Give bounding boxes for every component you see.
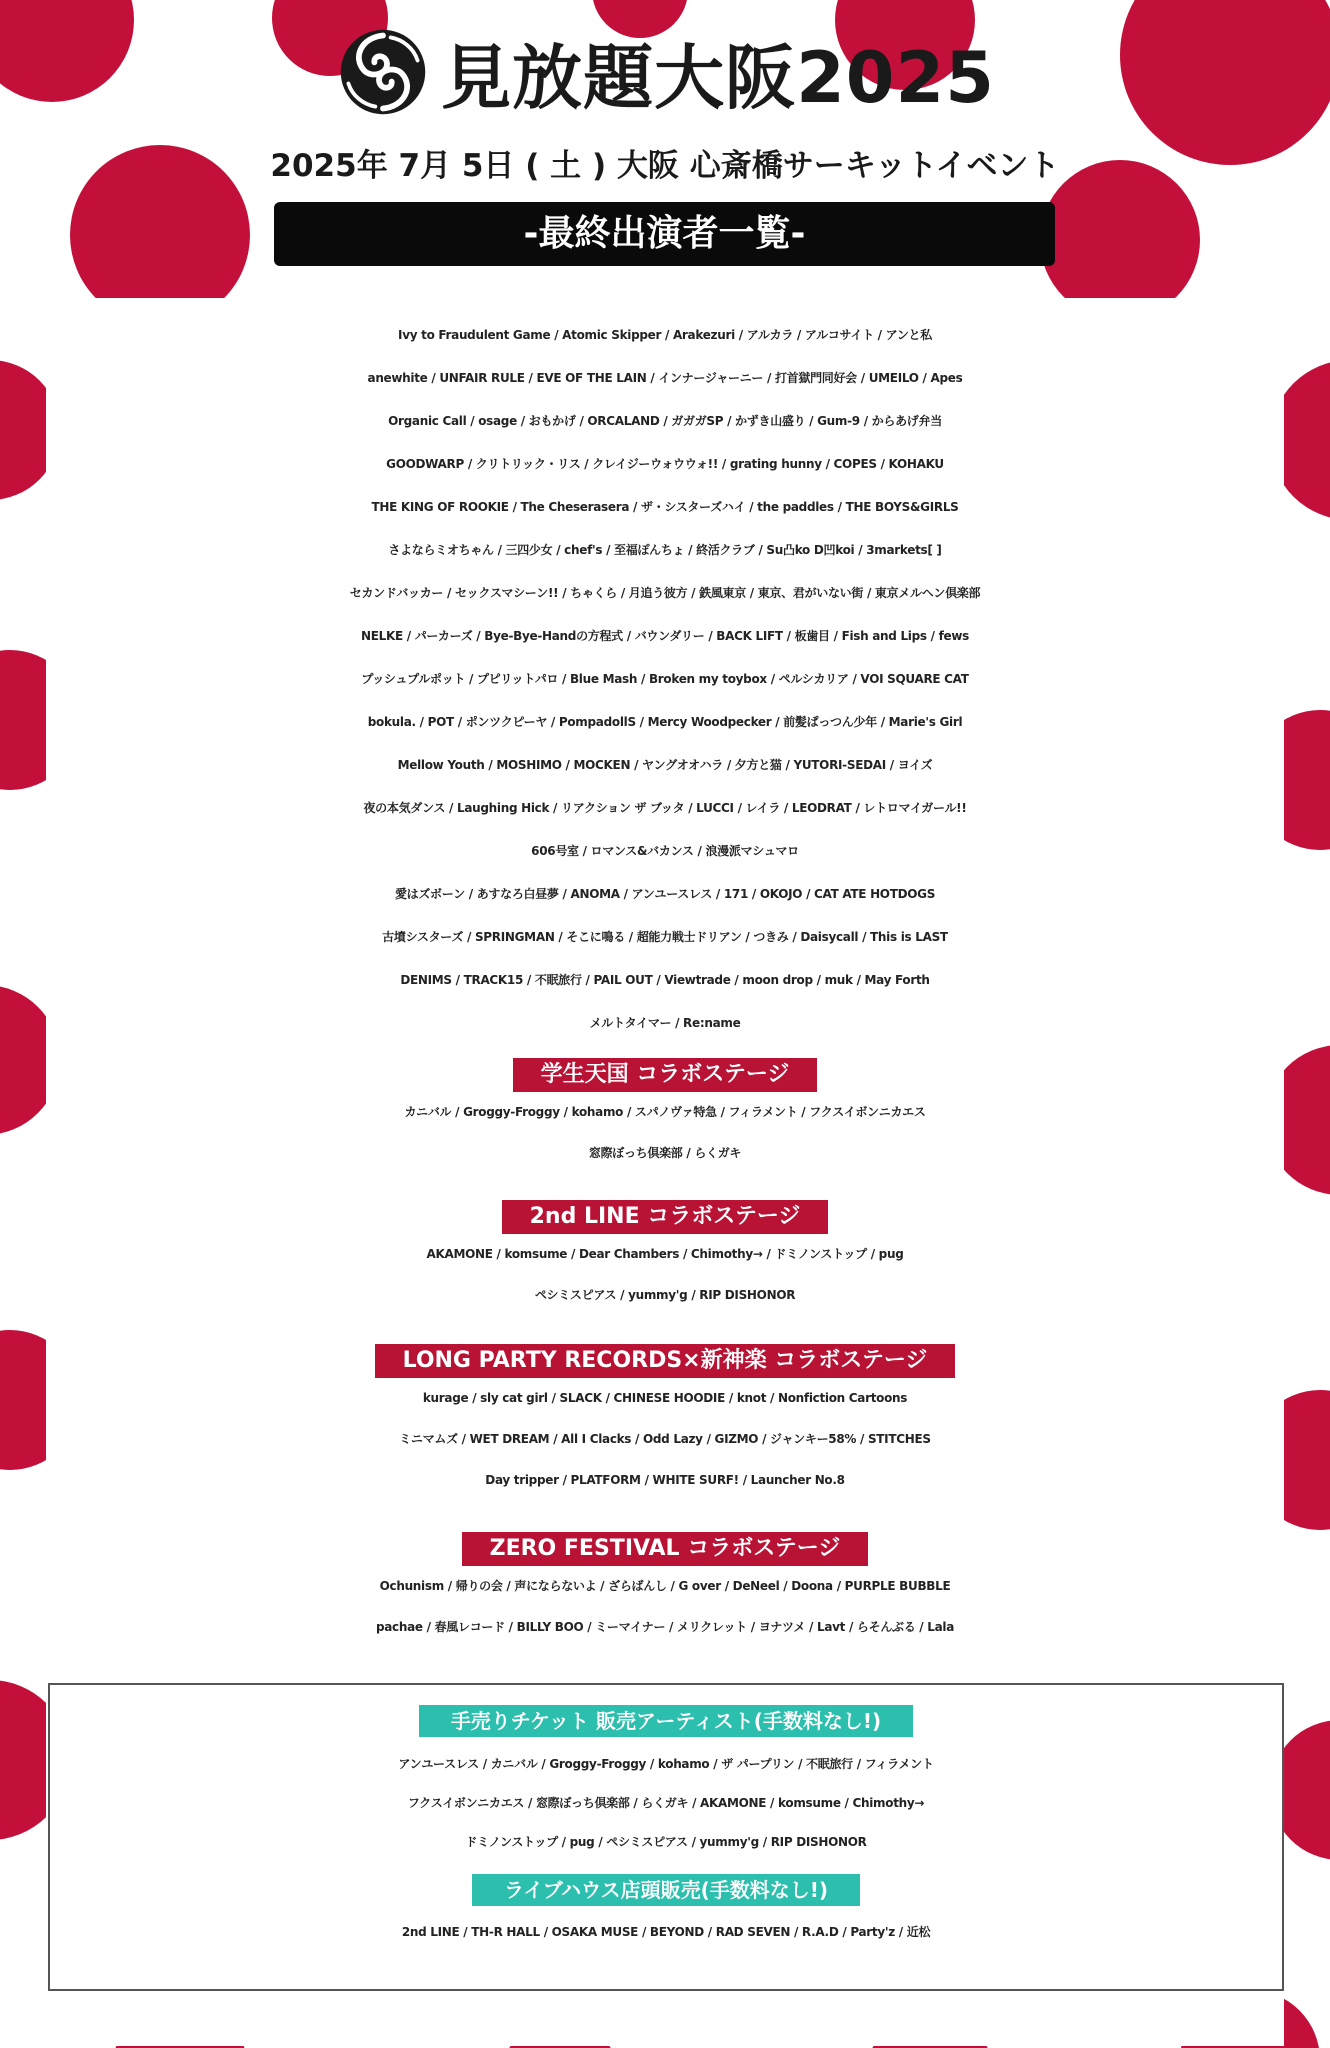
logo-row <box>0 22 1330 122</box>
event-title: 見放題大阪2025 <box>441 36 995 119</box>
collab-artist-line: Day tripper / PLATFORM / WHITE SURF! / Launcher No.8 <box>485 1473 845 1487</box>
hand-ticket-line: ドミノンストップ / pug / ペシミスピアス / yummy'g / RIP DISHONOR <box>465 1835 867 1849</box>
collab-artist-line: ペシミスピアス / yummy'g / RIP DISHONOR <box>534 1288 796 1302</box>
ticket-info-box <box>48 1683 1284 1991</box>
artist-line: セカンドバッカー / セックスマシーン!! / ちゃくら / 月追う彼方 / 鉄風東京 / 東京、君がいない街 / 東京メルヘン倶楽部 <box>349 586 981 600</box>
artist-line: さよならミオちゃん / 三四少女 / chef's / 至福ぽんちょ / 終活クラブ / Su凸ko D凹koi / 3markets[ ] <box>388 543 942 557</box>
header <box>0 22 1330 185</box>
artist-line: メルトタイマー / Re:name <box>589 1016 741 1030</box>
artist-line: 古墳シスターズ / SPRINGMAN / そこに鳴る / 超能力戦士ドリアン / つきみ / Daisycall / This is LAST <box>382 930 948 944</box>
hand-ticket-line: フクスイボンニカエス / 窓際ぼっち倶楽部 / らくガキ / AKAMONE / komsume / Chimothy→ <box>407 1796 925 1810</box>
artist-line: THE KING OF ROOKIE / The Cheserasera / ザ・シスターズハイ / the paddles / THE BOYS&GIRLS <box>371 500 959 514</box>
hand-ticket-label: 手売りチケット 販売アーティスト(手数料なし!) <box>419 1705 913 1737</box>
collab-stage-2nd-line <box>46 1200 1284 1316</box>
collab-stage-label: 2nd LINE コラボステージ <box>502 1200 829 1234</box>
swirl-logo-icon <box>335 24 431 120</box>
artist-line: 愛はズボーン / あすなろ白昼夢 / ANOMA / アンユースレス / 171 / OKOJO / CAT ATE HOTDOGS <box>394 887 936 901</box>
artist-line: プッシュプルポット / プピリットパロ / Blue Mash / Broken my toybox / ペルシカリア / VOI SQUARE CAT <box>361 672 969 686</box>
artist-line: Organic Call / osage / おもかげ / ORCALAND / ガガガSP / かずき山盛り / Gum-9 / からあげ弁当 <box>388 414 942 428</box>
event-date: 2025年 7月 5日 ( 土 ) 大阪 心斎橋サーキットイベント <box>270 148 1060 184</box>
collab-artist-line: kurage / sly cat girl / SLACK / CHINESE HOODIE / knot / Nonfiction Cartoons <box>422 1391 908 1405</box>
artist-line: NELKE / パーカーズ / Bye-Bye-Handの方程式 / バウンダリー / BACK LIFT / 板歯目 / Fish and Lips / fews <box>361 629 969 643</box>
artist-line: Ivy to Fraudulent Game / Atomic Skipper / Arakezuri / アルカラ / アルコサイト / アンと私 <box>398 328 932 342</box>
artist-line: DENIMS / TRACK15 / 不眠旅行 / PAIL OUT / Viewtrade / moon drop / muk / May Forth <box>400 973 930 987</box>
collab-stage-long-party <box>46 1344 1284 1501</box>
collab-artist-line: ミニマムズ / WET DREAM / All I Clacks / Odd Lazy / GIZMO / ジャンキー58% / STITCHES <box>399 1432 931 1446</box>
collab-stage-label: LONG PARTY RECORDS×新神楽 コラボステージ <box>375 1344 956 1378</box>
collab-artist-line: カニバル / Groggy-Froggy / kohamo / スパノヴァ特急 / フィラメント / フクスイボンニカエス <box>404 1105 926 1119</box>
artist-line: 606号室 / ロマンス&バカンス / 浪漫派マシュマロ <box>531 844 799 858</box>
final-lineup-banner: -最終出演者一覧- <box>274 202 1055 266</box>
venue-list: 2nd LINE / TH-R HALL / OSAKA MUSE / BEYOND / RAD SEVEN / R.A.D / Party'z / 近松 <box>401 1925 931 1939</box>
artist-line: 夜の本気ダンス / Laughing Hick / リアクション ザ ブッタ / LUCCI / レイラ / LEODRAT / レトロマイガール!! <box>363 801 967 815</box>
collab-stage-label: ZERO FESTIVAL コラボステージ <box>462 1532 869 1566</box>
collab-artist-line: pachae / 春風レコード / BILLY BOO / ミーマイナー / メリクレット / ヨナツメ / Lavt / らそんぶる / Lala <box>375 1620 955 1634</box>
collab-stage-gakusei <box>46 1058 1284 1174</box>
collab-artist-line: Ochunism / 帰りの会 / 声にならないよ / ざらばんし / G over / DeNeel / Doona / PURPLE BUBBLE <box>379 1579 951 1593</box>
venue-sales-label: ライブハウス店頭販売(手数料なし!) <box>472 1874 860 1906</box>
artist-line: GOODWARP / クリトリック・リス / クレイジーウォウウォ!! / grating hunny / COPES / KOHAKU <box>386 457 944 471</box>
artist-line: Mellow Youth / MOSHIMO / MOCKEN / ヤングオオハラ / 夕方と猫 / YUTORI-SEDAI / ヨイズ <box>397 758 933 772</box>
artist-line: anewhite / UNFAIR RULE / EVE OF THE LAIN / インナージャーニー / 打首獄門同好会 / UMEILO / Apes <box>367 371 963 385</box>
collab-artist-line: AKAMONE / komsume / Dear Chambers / Chimothy→ / ドミノンストップ / pug <box>426 1247 904 1261</box>
hand-ticket-line: アンユースレス / カニバル / Groggy-Froggy / kohamo / ザ パープリン / 不眠旅行 / フィラメント <box>398 1757 934 1771</box>
collab-stage-label: 学生天国 コラボステージ <box>513 1058 818 1092</box>
artist-list <box>46 314 1284 1045</box>
collab-artist-line: 窓際ぼっち倶楽部 / らくガキ <box>588 1146 742 1160</box>
artist-line: bokula. / POT / ポンツクピーヤ / PompadollS / Mercy Woodpecker / 前髪ぱっつん少年 / Marie's Girl <box>367 715 963 729</box>
collab-stage-zero-festival <box>46 1532 1284 1648</box>
